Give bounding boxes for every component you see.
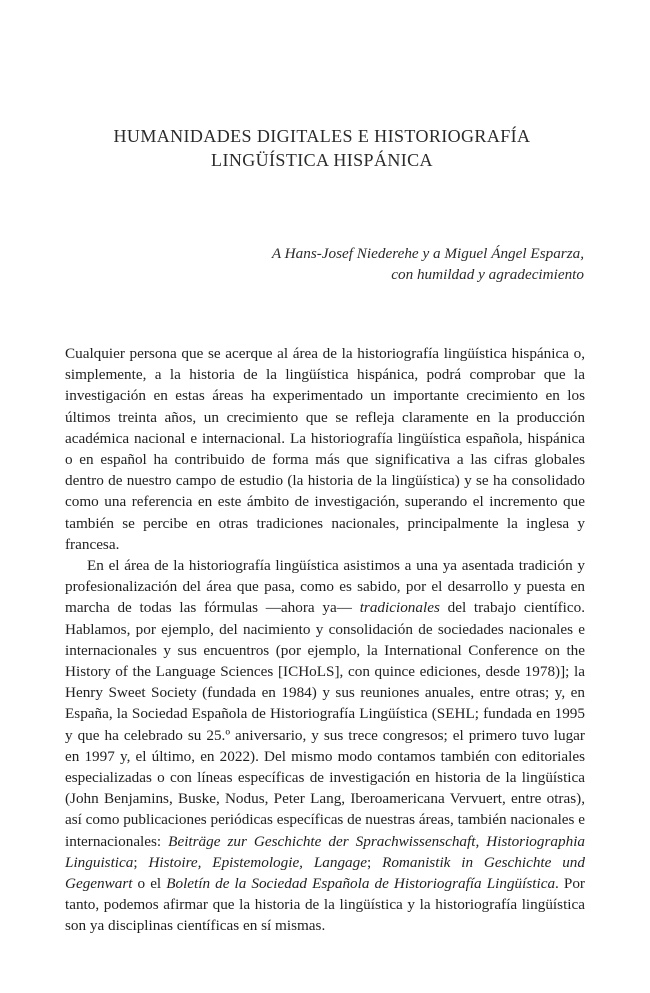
dedication-line-2: con humildad y agradecimiento (391, 266, 584, 283)
paragraph-2-text-6: . Por tanto, podemos afirmar que la historia de la lingüística y la historiografía lingüística son ya disciplinas científicas en sí mismas. (65, 875, 585, 935)
journal-title-boletin: Boletín de la Sociedad Española de Historiografía Lingüística (166, 875, 556, 893)
dedication (272, 243, 584, 285)
paragraph-2-text-3: ; (133, 853, 149, 871)
chapter-title-line-1: HUMANIDADES DIGITALES E HISTORIOGRAFÍA (113, 126, 531, 146)
journal-title-histoire: Histoire, Epistemologie, Langage (148, 853, 367, 871)
paragraph-2-text-4: ; (366, 853, 383, 871)
dedication-line-1: A Hans-Josef Niederehe y a Miguel Ángel Esparza, (271, 245, 584, 262)
paragraph-2-text-2: del trabajo científico. Hablamos, por ejemplo, del nacimiento y consolidación de sociedades nacionales e internacionales y sus encuentros (por ejemplo, la International Conference on the History of the Language Sciences [ICHoLS], con quince ediciones, desde 1978)]; la Henry Sweet Society (fundada en 1984) y sus reuniones anuales, entre otras; y, en España, la Sociedad Española de Historiografía Lingüística (SEHL; fundada en 1995 y que ha celebrado su 25.º aniversario, y sus trece congresos; el primero tuvo lugar en 1997 y, el último, en 2022). Del mismo modo contamos también con editoriales especializadas o con líneas específicas de investigación en historia de la lingüística (John Benjamins, Buske, Nodus, Peter Lang, Iberoamericana Vervuert, entre otras), así como publicaciones periódicas específicas de nuestras áreas, también nacionales e internacionales: (65, 599, 586, 850)
paragraph-1: Cualquier persona que se acerque al área de la historiografía lingüística hispánica o, simplemente, a la historia de la lingüística hispánica, podrá comprobar que la investigación en estas áreas ha experimentado un importante crecimiento en los últimos treinta años, un crecimiento que se refleja claramente en la producción académica nacional e internacional. La historiografía lingüística española, hispánica o en español ha contribuido de forma más que significativa a las cifras globales dentro de nuestro campo de estudio (la historia de la lingüística) y se ha consolidado como una referencia en este ámbito de investigación, superando el incremento que también se percibe en otras tradiciones nacionales, principalmente la inglesa y francesa. (65, 345, 585, 553)
chapter-title-line-2: LINGÜÍSTICA HISPÁNICA (211, 150, 433, 170)
journal-title-beitrage: Beiträge zur Geschichte der Sprachwissenschaft, Historiographia Linguistica (65, 832, 586, 871)
journal-title-romanistik: Romanistik in Geschichte und Gegenwart (65, 853, 585, 893)
paragraph-2 (65, 555, 585, 937)
body-text (65, 343, 585, 937)
chapter-title (60, 124, 584, 172)
paragraph-2-text-5: o el (132, 875, 167, 893)
paragraph-2-text-1: En el área de la historiografía lingüística asistimos a una ya asentada tradición y profesionalización del área que pasa, como es sabido, por el desarrollo y puesta en marcha de todas las fórmulas —ahora ya— (65, 557, 585, 617)
paragraph-2-italic-1: tradicionales (359, 599, 440, 617)
